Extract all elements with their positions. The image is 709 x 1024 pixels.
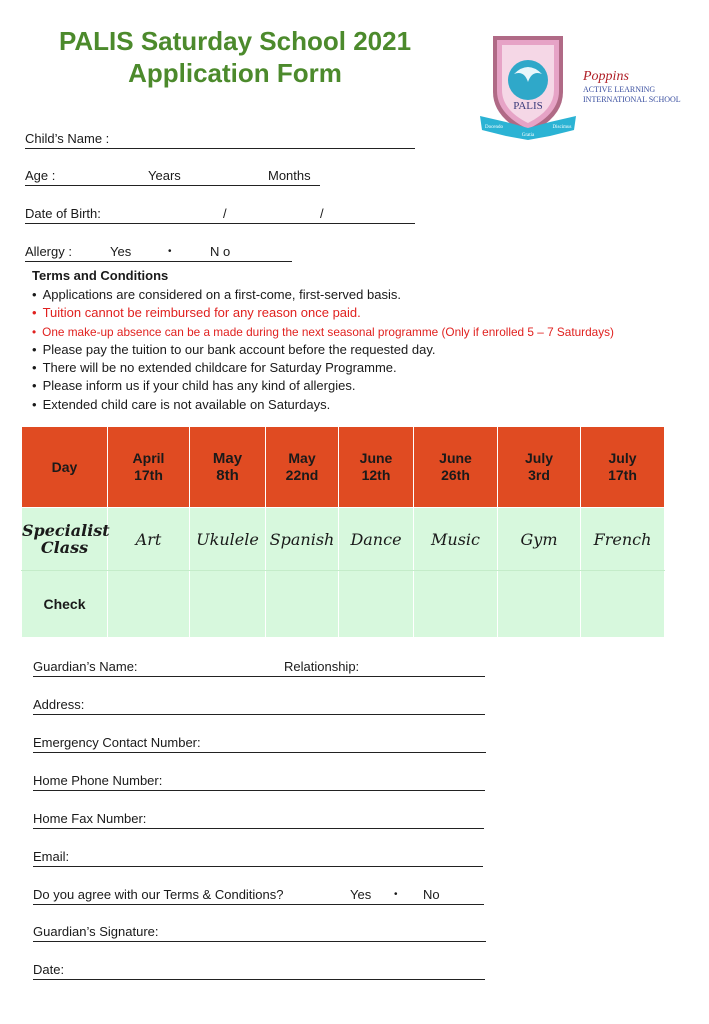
specialist-class-row [22,508,665,571]
terms-item: • Please inform us if your child has any kind of allergies. [32,377,692,395]
brand-line2: ACTIVE LEARNING [583,85,656,94]
banner-center: Gratia [521,133,535,138]
date-cell: July 3rd [498,427,581,508]
emergency-contact-label: Emergency Contact Number: [33,735,201,750]
agree-yes-option[interactable]: Yes [350,887,372,902]
child-name-field[interactable] [25,130,415,149]
guardian-name-field[interactable] [33,658,485,677]
terms-title: Terms and Conditions [32,268,169,283]
allergy-dot: • [168,246,172,257]
dob-field[interactable] [25,205,415,224]
date-cell: May 22nd [266,427,339,508]
dob-label: Date of Birth: [25,206,101,221]
check-cell[interactable] [108,571,190,638]
class-cell: Spanish [266,508,339,571]
form-subtitle: Application Form [128,58,342,88]
brand-name: Poppins [583,69,629,84]
allergy-field[interactable] [25,243,292,262]
dob-separator-2: / [320,206,324,221]
guardian-name-label: Guardian’s Name: [33,659,138,674]
check-cell[interactable] [414,571,498,638]
brand-line3: INTERNATIONAL SCHOOL [583,95,681,104]
class-cell: Art [108,508,190,571]
check-cell[interactable] [581,571,665,638]
terms-item-makeup: • One make-up absence can be a made during the next seasonal programme (Only if enrolled 5 – 7 Saturdays) [32,323,692,341]
check-header: Check [22,571,108,638]
home-fax-label: Home Fax Number: [33,811,147,826]
banner-right: Discimus [552,125,572,130]
allergy-no-option[interactable]: N o [210,244,231,259]
emergency-contact-field[interactable] [33,734,486,753]
home-phone-label: Home Phone Number: [33,773,163,788]
date-cell: June 26th [414,427,498,508]
terms-section [32,268,692,414]
agree-no-option[interactable]: No [423,887,440,902]
terms-item: • There will be no extended childcare for Saturday Programme. [32,359,692,377]
schedule-header-row [22,427,665,508]
terms-item: • Extended child care is not available on Saturdays. [32,396,692,414]
email-field[interactable] [33,848,483,867]
agree-terms-label: Do you agree with our Terms & Conditions? [33,887,284,902]
guardian-signature-label: Guardian’s Signature: [33,924,159,939]
date-cell: July 17th [581,427,665,508]
guardian-signature-field[interactable] [33,923,486,942]
agree-terms-field[interactable] [33,886,484,905]
agree-dot: • [394,889,398,900]
check-cell[interactable] [498,571,581,638]
date-cell: May 8th [190,427,266,508]
relationship-label: Relationship: [284,659,360,674]
address-field[interactable] [33,696,485,715]
terms-item: • Applications are considered on a first-come, first-served basis. [32,286,692,304]
date-cell: June 12th [339,427,414,508]
months-label: Months [268,168,311,183]
terms-item: • Please pay the tuition to our bank account before the requested day. [32,341,692,359]
child-name-label: Child’s Name : [25,131,110,146]
age-field[interactable] [25,167,320,186]
terms-item-refund: • Tuition cannot be reimbursed for any reason once paid. [32,304,692,322]
date-label: Date: [33,962,65,977]
date-field[interactable] [33,961,485,980]
date-cell: April 17th [108,427,190,508]
specialist-class-header: Specialist Class [22,508,108,571]
age-label: Age : [25,168,56,183]
check-cell[interactable] [190,571,266,638]
check-cell[interactable] [339,571,414,638]
check-row [22,571,665,638]
class-cell: Dance [339,508,414,571]
class-cell: Gym [498,508,581,571]
school-logo [478,30,688,142]
schedule-table [21,427,665,637]
years-label: Years [148,168,181,183]
banner-left: Docendo [484,125,504,130]
address-label: Address: [33,697,85,712]
class-cell: Music [414,508,498,571]
dob-separator-1: / [223,206,227,221]
class-cell: Ukulele [190,508,266,571]
home-fax-field[interactable] [33,810,484,829]
home-phone-field[interactable] [33,772,485,791]
day-header: Day [22,427,108,508]
class-cell: French [581,508,665,571]
terms-list [32,286,692,414]
form-title: PALIS Saturday School 2021 [58,26,412,56]
allergy-yes-option[interactable]: Yes [110,244,132,259]
crest-text: PALIS [513,100,543,112]
email-label: Email: [33,849,70,864]
check-cell[interactable] [266,571,339,638]
allergy-label: Allergy : [25,244,72,259]
